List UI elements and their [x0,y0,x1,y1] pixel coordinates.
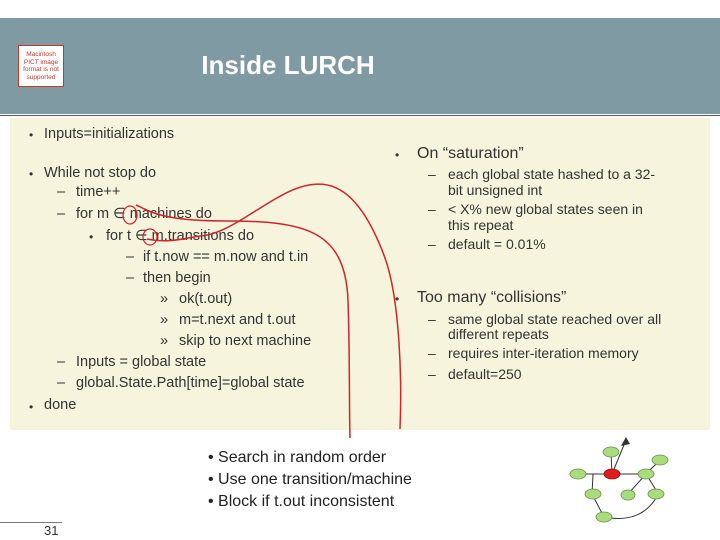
dash: – [428,166,436,182]
dash: – [126,270,135,286]
collisions-item-2: requires inter-iteration memory [448,345,639,361]
raquo: » [160,312,169,328]
saturation-item-3: default = 0.01% [448,236,546,252]
line-global-path: global.State.Path[time]=global state [76,375,305,391]
graph-node [596,512,612,522]
annotation-circle-t [143,229,157,245]
collisions-heading: Too many “collisions” [417,289,567,306]
bullet-dot: • [395,292,400,306]
unsupported-image-placeholder: Macintosh PICT image format is not supported [18,45,64,87]
graph-node [603,447,619,457]
line-for-machines: for m ∈ machines do [76,206,212,222]
dash: – [428,201,436,217]
raquo: » [160,291,169,307]
line-inputs-global: Inputs = global state [76,354,207,370]
saturation-item-2a: < X% new global states seen in [448,201,643,217]
graph-node-current [604,469,620,479]
graph-node [621,490,635,500]
saturation-item-2b: this repeat [448,217,514,233]
line-ok: ok(t.out) [179,291,233,307]
graph-node [638,469,654,479]
graph-node [652,455,668,465]
dash: – [428,366,436,382]
left-bullet-done: done [44,397,77,413]
bullet-dot: • [29,128,34,142]
left-bullet-while: While not stop do [44,165,157,181]
bullet-dot: • [89,230,94,244]
dash: – [428,345,436,361]
collisions-item-1b: different repeats [448,326,549,342]
dash: – [57,375,66,391]
collisions-item-1a: same global state reached over all [448,311,662,327]
dash: – [57,184,66,200]
raquo: » [160,333,169,349]
dash: – [57,206,66,222]
bullet-dot: • [29,400,34,414]
bottom-item-random-order: • Search in random order [208,449,387,466]
collisions-item-3: default=250 [448,366,522,382]
annotation-curves [136,184,401,438]
bottom-item-block: • Block if t.out inconsistent [208,493,395,510]
saturation-item-1b: bit unsigned int [448,182,543,198]
graph-node [648,489,664,499]
bullet-dot: • [29,167,34,181]
slide-title: Inside LURCH [201,50,375,80]
saturation-heading: On “saturation” [417,145,524,162]
line-time: time++ [76,184,121,200]
arrow-head [621,437,630,446]
annotation-circle-m [123,206,137,224]
line-m-next: m=t.next and t.out [179,312,296,328]
line-if: if t.now == m.now and t.in [143,249,309,265]
line-for-transitions: for t ∈ m.transitions do [106,228,255,244]
bottom-item-one-transition: • Use one transition/machine [208,471,412,488]
line-then: then begin [143,270,211,286]
bullet-dot: • [395,148,400,162]
page-number: 31 [44,523,59,538]
left-bullet-inputs: Inputs=initializations [44,126,175,142]
saturation-item-1a: each global state hashed to a 32- [448,166,656,182]
dash: – [428,311,436,327]
graph-node [585,489,601,499]
dash: – [57,354,66,370]
graph-node [570,469,586,479]
annotation-curve-transition [147,184,401,429]
line-skip: skip to next machine [179,333,312,349]
dash: – [428,236,436,252]
dash: – [126,249,135,265]
